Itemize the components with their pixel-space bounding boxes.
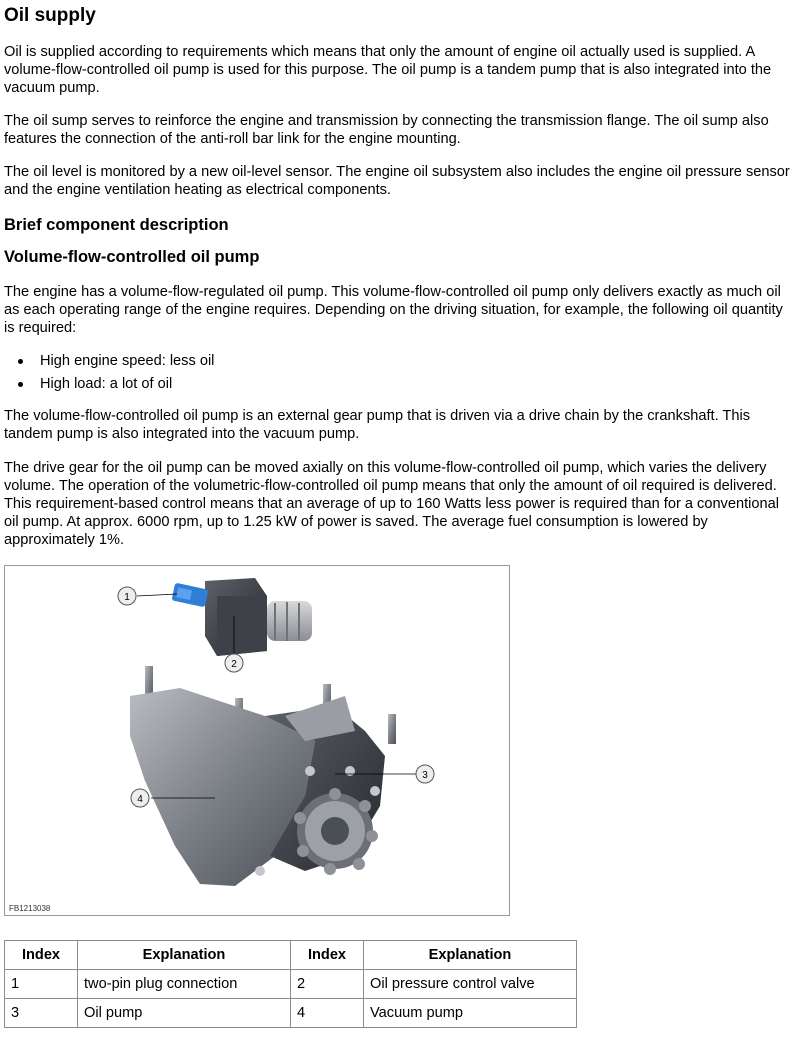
pump-body-graphic	[130, 666, 396, 886]
callout-4	[131, 789, 149, 807]
list-item: High engine speed: less oil	[0, 350, 214, 373]
pump-paragraph-1: The engine has a volume-flow-regulated oil pump. This volume-flow-controlled oil pump only delivers exactly as much oil as each operating range of the engine requires. Depending on the driving situation, for example, the following oil quantity is required:	[4, 284, 783, 336]
table-cell: 2	[291, 970, 364, 999]
table-cell: Vacuum pump	[364, 999, 577, 1028]
table-cell: Oil pressure control valve	[364, 970, 577, 999]
table-cell: two-pin plug connection	[78, 970, 291, 999]
intro-paragraph-1: Oil is supplied according to requirements which means that only the amount of engine oil actually used is supplied. A volume-flow-controlled oil pump is used for this purpose. The oil pump is a tandem pump that is also integrated into the vacuum pump.	[4, 44, 772, 96]
header-index-1: Index	[5, 941, 78, 970]
callout-3	[416, 765, 434, 783]
table-cell: Oil pump	[78, 999, 291, 1028]
oil-pump-figure	[4, 565, 510, 916]
legend-table	[4, 940, 577, 1028]
callout-4-label: 4	[137, 794, 143, 805]
bullet-list	[0, 350, 214, 396]
table-row	[5, 970, 577, 999]
table-cell: 3	[5, 999, 78, 1028]
header-explanation-1: Explanation	[78, 941, 291, 970]
table-cell: 4	[291, 999, 364, 1028]
pump-paragraph-3: The drive gear for the oil pump can be moved axially on this volume-flow-controlled oil pump, which varies the delivery volume. The operation of the volumetric-flow-controlled oil pump means that only the amount of oil required is delivered. This requirement-based control means that an average of up to 160 Watts less power is required than for a conventional oil pump. At approx. 6000 rpm, up to 1.25 kW of power is saved. The average fuel consumption is lowered by approximately 1%.	[4, 460, 779, 548]
callout-2	[225, 654, 243, 672]
intro-paragraph-3: The oil level is monitored by a new oil-level sensor. The engine oil subsystem also includes the engine oil pressure sensor and the engine ventilation heating as electrical components.	[4, 164, 790, 198]
header-explanation-2: Explanation	[364, 941, 577, 970]
table-cell: 1	[5, 970, 78, 999]
table-header-row	[5, 941, 577, 970]
intro-paragraph-2: The oil sump serves to reinforce the engine and transmission by connecting the transmission flange. The oil sump also features the connection of the anti-roll bar link for the engine mounting.	[4, 113, 769, 147]
list-item: High load: a lot of oil	[0, 373, 214, 396]
section-heading: Brief component description	[4, 216, 229, 234]
page-title: Oil supply	[4, 5, 96, 26]
header-index-2: Index	[291, 941, 364, 970]
callout-1	[118, 587, 136, 605]
callout-1-label: 1	[124, 592, 130, 603]
callout-2-label: 2	[231, 659, 237, 670]
control-valve-graphic	[172, 578, 312, 656]
callout-3-label: 3	[422, 770, 428, 781]
figure-code: FB1213038	[9, 904, 51, 913]
subsection-heading: Volume-flow-controlled oil pump	[4, 248, 260, 266]
oil-pump-illustration	[5, 566, 509, 915]
pump-paragraph-2: The volume-flow-controlled oil pump is an external gear pump that is driven via a drive chain by the crankshaft. This tandem pump is also integrated into the vacuum pump.	[4, 408, 750, 442]
table-row	[5, 999, 577, 1028]
